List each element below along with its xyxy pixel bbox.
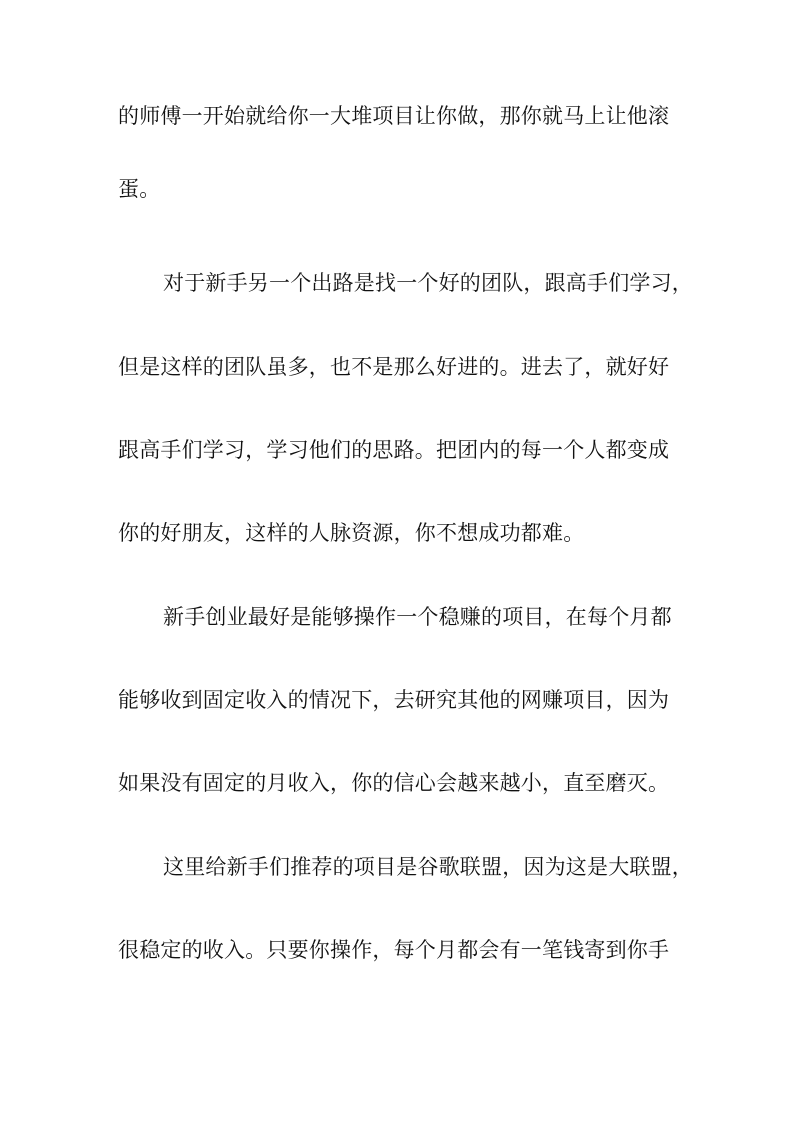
paragraph-start-line: 对于新手另一个出路是找一个好的团队，跟高手们学习， bbox=[163, 271, 693, 295]
text-line: 的师傅一开始就给你一大堆项目让你做，那你就马上让他滚 bbox=[118, 104, 670, 128]
text-line: 能够收到固定收入的情况下，去研究其他的网赚项目，因为 bbox=[118, 688, 670, 712]
paragraph-start-line: 这里给新手们推荐的项目是谷歌联盟，因为这是大联盟， bbox=[163, 855, 693, 879]
text-line: 蛋。 bbox=[118, 177, 161, 201]
text-line: 但是这样的团队虽多，也不是那么好进的。进去了，就好好 bbox=[118, 355, 670, 379]
paragraph-start-line: 新手创业最好是能够操作一个稳赚的项目，在每个月都 bbox=[163, 605, 672, 629]
text-line: 很稳定的收入。只要你操作，每个月都会有一笔钱寄到你手 bbox=[118, 938, 670, 962]
text-line: 跟高手们学习，学习他们的思路。把团内的每一个人都变成 bbox=[118, 438, 670, 462]
text-line: 你的好朋友，这样的人脉资源，你不想成功都难。 bbox=[118, 521, 585, 545]
text-line: 如果没有固定的月收入，你的信心会越来越小，直至磨灭。 bbox=[118, 771, 670, 795]
